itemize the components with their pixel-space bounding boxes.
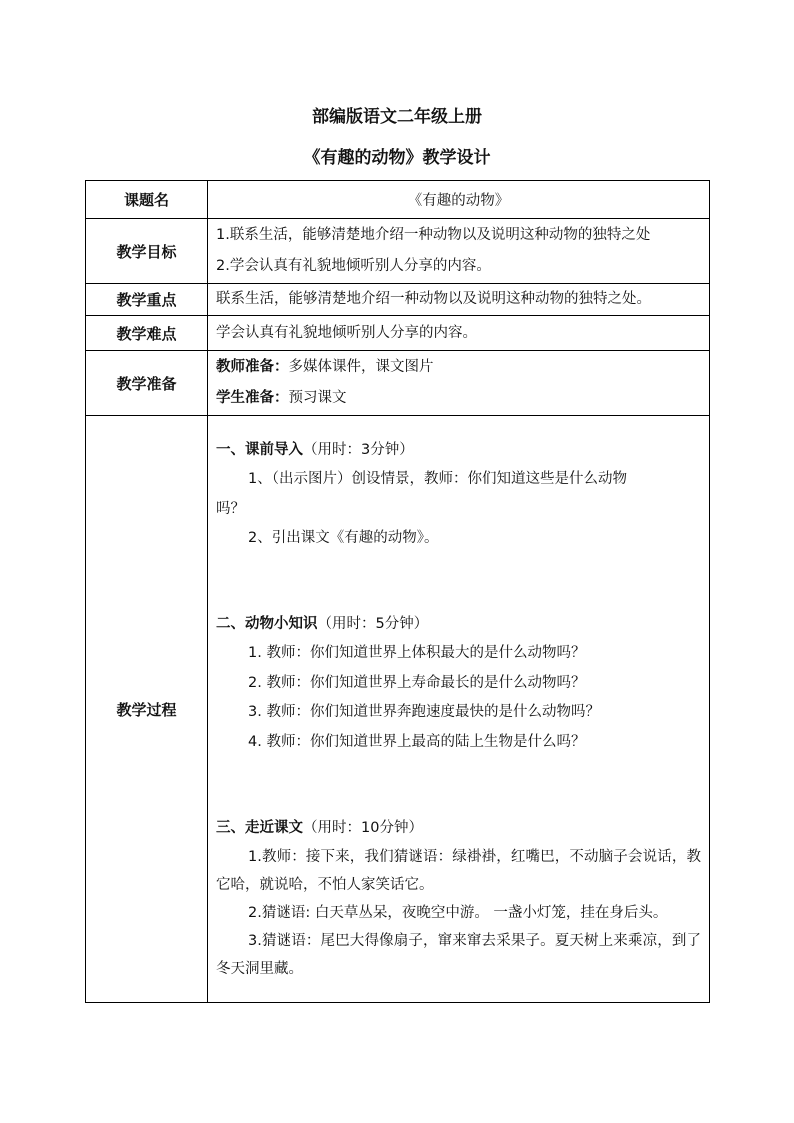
topic-value: 《有趣的动物》: [208, 181, 710, 219]
row-preparation: [86, 351, 710, 416]
row-goals: [86, 219, 710, 284]
row-difficulties: [86, 316, 710, 351]
section-2-item: 1. 教师：你们知道世界上体积最大的是什么动物吗？: [248, 645, 586, 661]
goals-label: 教学目标: [86, 219, 208, 284]
section-1-item: 1、（出示图片）创设情景，教师：你们知道这些是什么动物: [248, 471, 627, 487]
difficulties-value: 学会认真有礼貌地倾听别人分享的内容。: [208, 316, 710, 351]
preparation-content: [208, 351, 710, 416]
student-preparation-label: 学生准备：: [216, 390, 289, 406]
section-2-title: 二、动物小知识: [216, 616, 318, 632]
goals-content: [208, 219, 710, 284]
preparation-label: 教学准备: [86, 351, 208, 416]
student-preparation: [216, 383, 701, 414]
section-2-heading: [216, 609, 701, 639]
student-preparation-value: 预习课文: [288, 390, 347, 406]
lesson-plan-table: [85, 180, 710, 1003]
section-3-heading: [216, 813, 701, 843]
section-3-item: 1.教师：接下来，我们猜谜语：绿褂褂，红嘴巴，不动脑子会说话，教它哈，就说哈，不怕人家笑话它。: [216, 849, 701, 893]
section-1-item: 2、引出课文《有趣的动物》。: [248, 529, 439, 546]
document-title: 部编版语文二年级上册: [312, 107, 482, 127]
document-subtitle: 《有趣的动物》教学设计: [303, 148, 491, 168]
section-3-item: 2.猜谜语: 白天草丛呆，夜晚空中游。 一盏小灯笼，挂在身后头。: [248, 905, 668, 921]
row-topic: [86, 181, 710, 219]
key-points-value: 联系生活，能够清楚地介绍一种动物以及说明这种动物的独特之处。: [208, 284, 710, 316]
key-points-label: 教学重点: [86, 284, 208, 316]
teacher-preparation: [216, 352, 701, 383]
section-2-item: 4. 教师：你们知道世界上最高的陆上生物是什么吗？: [248, 733, 586, 750]
process-content: [208, 416, 710, 1003]
goal-item: 1.联系生活，能够清楚地介绍一种动物以及说明这种动物的独特之处: [216, 227, 651, 243]
difficulties-label: 教学难点: [86, 316, 208, 351]
section-2-item: 3. 教师：你们知道世界奔跑速度最快的是什么动物吗？: [248, 704, 600, 720]
section-3-time: （用时：10分钟）: [303, 820, 423, 836]
topic-label: 课题名: [86, 181, 208, 219]
process-label: 教学过程: [86, 416, 208, 1003]
section-1-heading: [216, 435, 701, 465]
teacher-preparation-value: 多媒体课件，课文图片: [288, 359, 434, 375]
teacher-preparation-label: 教师准备：: [216, 359, 289, 375]
section-2-item: 2. 教师：你们知道世界上寿命最长的是什么动物吗？: [248, 674, 586, 691]
section-2-time: （用时：5分钟）: [317, 616, 429, 632]
row-key-points: [86, 284, 710, 316]
row-process: [86, 416, 710, 1003]
spacer: [216, 757, 701, 813]
section-1-time: （用时：3分钟）: [303, 442, 414, 458]
section-1-title: 一、课前导入: [216, 442, 303, 458]
spacer: [216, 553, 701, 609]
section-1-item: 吗？: [216, 500, 245, 517]
goal-item: 2.学会认真有礼貌地倾听别人分享的内容。: [216, 258, 491, 274]
section-3-title: 三、走近课文: [216, 820, 303, 836]
section-3-item: 3.猜谜语：尾巴大得像扇子，窜来窜去采果子。夏天树上来乘凉，到了冬天洞里藏。: [216, 933, 701, 977]
